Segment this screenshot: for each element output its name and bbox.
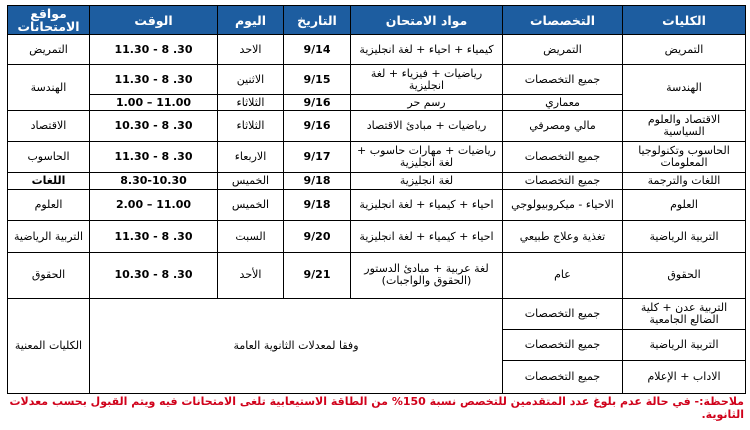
subjects-cell: رسم حر — [351, 95, 503, 111]
spec-cell: جميع التخصصات — [503, 298, 623, 329]
footnote: ملاحظة:- في حالة عدم بلوغ عدد المتقدمين للتخصص نسبة 150% من الطاقة الاستيعابية تلغى الامتحانات فيه ويتم القبول بحسب معدلات الثانوية. — [9, 395, 744, 421]
subjects-cell: لغة انجليزية — [351, 173, 503, 190]
time-cell: 1.00 – 11.00 — [90, 95, 218, 111]
location-cell: الهندسة — [8, 65, 90, 111]
spec-cell: تغذية وعلاج طبيعي — [503, 221, 623, 252]
spec-cell: التمريض — [503, 35, 623, 65]
table-row — [8, 221, 746, 252]
spec-cell: جميع التخصصات — [503, 329, 623, 360]
spec-cell: جميع التخصصات — [503, 142, 623, 173]
spec-cell: الاحياء - ميكروبيولوجي — [503, 190, 623, 221]
subjects-cell: احياء + كيمياء + لغة انجليزية — [351, 221, 503, 252]
date-cell: 9/21 — [284, 252, 351, 298]
admission-criteria-cell: وفقا لمعدلات الثانوية العامة — [90, 298, 503, 393]
college-cell: الحقوق — [623, 252, 746, 298]
time-cell: 11.30 - 8 .30 — [90, 142, 218, 173]
spec-cell: معماري — [503, 95, 623, 111]
table-row — [8, 65, 746, 95]
college-cell: الحاسوب وتكنولوجيا المعلومات — [623, 142, 746, 173]
time-cell: 11.30 - 8 .30 — [90, 221, 218, 252]
college-cell: اللغات والترجمة — [623, 173, 746, 190]
header-subjects: مواد الامتحان — [351, 6, 503, 35]
time-cell: 8.30-10.30 — [90, 173, 218, 190]
college-cell: التربية الرياضية — [623, 221, 746, 252]
spec-cell: مالي ومصرفي — [503, 111, 623, 142]
date-cell: 9/20 — [284, 221, 351, 252]
table-row — [8, 298, 746, 329]
day-cell: الثلاثاء — [218, 111, 284, 142]
location-cell: الحقوق — [8, 252, 90, 298]
day-cell: الاربعاء — [218, 142, 284, 173]
header-colleges: الكليات — [623, 6, 746, 35]
spec-cell: عام — [503, 252, 623, 298]
time-cell: 10.30 - 8 .30 — [90, 111, 218, 142]
header-time: الوقت — [90, 6, 218, 35]
time-cell: 11.30 - 8 .30 — [90, 65, 218, 95]
college-cell: العلوم — [623, 190, 746, 221]
day-cell: الاحد — [218, 35, 284, 65]
day-cell: الأحد — [218, 252, 284, 298]
college-cell: الهندسة — [623, 65, 746, 111]
spec-cell: جميع التخصصات — [503, 173, 623, 190]
spec-cell: جميع التخصصات — [503, 360, 623, 393]
date-cell: 9/14 — [284, 35, 351, 65]
location-cell: الحاسوب — [8, 142, 90, 173]
subjects-cell: رياضيات + مبادئ الاقتصاد — [351, 111, 503, 142]
subjects-cell: رياضيات + مهارات حاسوب + لغة انجليزية — [351, 142, 503, 173]
day-cell: الاثنين — [218, 65, 284, 95]
header-specializations: التخصصات — [503, 6, 623, 35]
header-row — [8, 6, 746, 35]
day-cell: الخميس — [218, 190, 284, 221]
day-cell: السبت — [218, 221, 284, 252]
date-cell: 9/16 — [284, 111, 351, 142]
subjects-cell: رياضيات + فيزياء + لغة انجليزية — [351, 65, 503, 95]
header-location: مواقع الامتحانات — [8, 6, 90, 35]
date-cell: 9/18 — [284, 190, 351, 221]
location-cell: الاقتصاد — [8, 111, 90, 142]
day-cell: الثلاثاء — [218, 95, 284, 111]
date-cell: 9/15 — [284, 65, 351, 95]
time-cell: 11.30 - 8 .30 — [90, 35, 218, 65]
subjects-cell: لغة عربية + مبادئ الدستور (الحقوق والواجبات) — [351, 252, 503, 298]
location-cell: التمريض — [8, 35, 90, 65]
college-cell: التربية عدن + كلية الضالع الجامعية — [623, 298, 746, 329]
header-date: التاريخ — [284, 6, 351, 35]
location-cell: الكليات المعنية — [8, 298, 90, 393]
header-day: اليوم — [218, 6, 284, 35]
table-row — [8, 190, 746, 221]
location-cell: التربية الرياضية — [8, 221, 90, 252]
date-cell: 9/17 — [284, 142, 351, 173]
date-cell: 9/18 — [284, 173, 351, 190]
exam-schedule-table — [7, 5, 746, 394]
location-cell: اللغات — [8, 173, 90, 190]
day-cell: الخميس — [218, 173, 284, 190]
table-row — [8, 142, 746, 173]
college-cell: التمريض — [623, 35, 746, 65]
table-row — [8, 173, 746, 190]
time-cell: 2.00 – 11.00 — [90, 190, 218, 221]
spec-cell: جميع التخصصات — [503, 65, 623, 95]
table-row — [8, 111, 746, 142]
subjects-cell: احياء + كيمياء + لغة انجليزية — [351, 190, 503, 221]
table-row — [8, 252, 746, 298]
table-row — [8, 35, 746, 65]
time-cell: 10.30 - 8 .30 — [90, 252, 218, 298]
college-cell: الاقتصاد والعلوم السياسية — [623, 111, 746, 142]
location-cell: العلوم — [8, 190, 90, 221]
date-cell: 9/16 — [284, 95, 351, 111]
college-cell: التربية الرياضية — [623, 329, 746, 360]
subjects-cell: كيمياء + احياء + لغة انجليزية — [351, 35, 503, 65]
college-cell: الاداب + الإعلام — [623, 360, 746, 393]
